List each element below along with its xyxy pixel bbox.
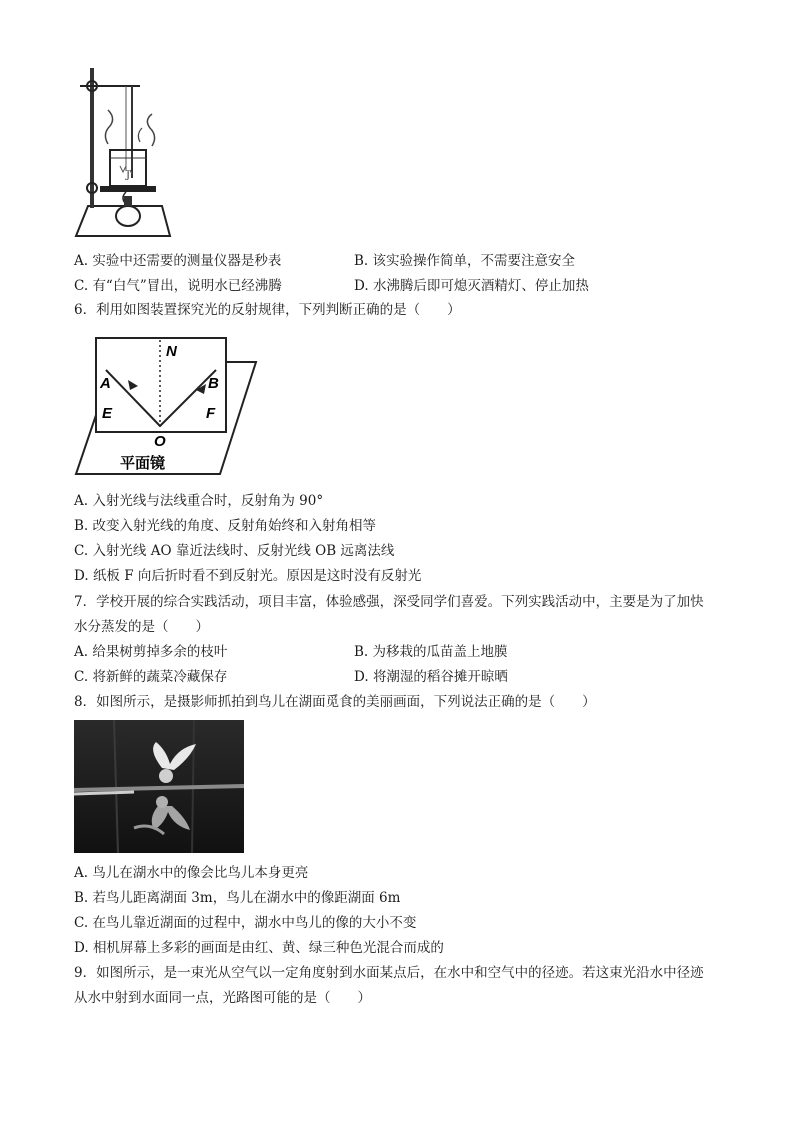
q8-option-a: A. 鸟儿在湖水中的像会比鸟儿本身更亮	[74, 865, 309, 881]
q7-stem-line-2: 水分蒸发的是（ ）	[74, 619, 209, 635]
q7-option-d: D. 将潮湿的稻谷摊开晾晒	[354, 669, 508, 685]
q5-option-d: D. 水沸腾后即可熄灭酒精灯、停止加热	[354, 278, 589, 294]
apparatus-label: J	[126, 170, 131, 181]
ray-label-a: A	[100, 375, 111, 392]
q9-stem-line-1: 9．如图所示，是一束光从空气以一定角度射到水面某点后，在水中和空气中的径迹。若这束光沿水中径迹	[74, 965, 704, 981]
q6-option-a: A. 入射光线与法线重合时，反射角为 90°	[74, 493, 324, 509]
q8-option-b: B. 若鸟儿距离湖面 3m，鸟儿在湖水中的像距湖面 6m	[74, 890, 401, 906]
q8-option-d: D. 相机屏幕上多彩的画面是由红、黄、绿三种色光混合而成的	[74, 940, 444, 956]
ray-label-b: B	[208, 375, 219, 392]
board-label-e: E	[102, 405, 113, 422]
q7-option-a: A. 给果树剪掉多余的枝叶	[74, 644, 228, 660]
bird-lake-photo	[74, 720, 244, 853]
q7-option-c: C. 将新鲜的蔬菜冷藏保存	[74, 669, 228, 685]
mirror-label: 平面镜	[120, 454, 166, 472]
q7-stem-line-1: 7．学校开展的综合实践活动，项目丰富，体验感强，深受同学们喜爱。下列实践活动中，主要是为了加快	[74, 594, 704, 610]
board-label-f: F	[206, 405, 216, 422]
q7-option-b: B. 为移栽的瓜苗盖上地膜	[354, 644, 508, 660]
q9-stem-line-2: 从水中射到水面同一点，光路图可能的是（ ）	[74, 990, 371, 1006]
q6-option-c: C. 入射光线 AO 靠近法线时、反射光线 OB 远离法线	[74, 543, 395, 559]
q8-option-c: C. 在鸟儿靠近湖面的过程中，湖水中鸟儿的像的大小不变	[74, 915, 417, 931]
q8-stem: 8．如图所示，是摄影师抓拍到鸟儿在湖面觅食的美丽画面，下列说法正确的是（ ）	[74, 694, 596, 710]
boiling-apparatus-figure	[70, 66, 180, 244]
point-label-o: O	[154, 433, 166, 450]
q5-option-c: C. 有“白气”冒出，说明水已经沸腾	[74, 278, 282, 294]
q6-option-d: D. 纸板 F 向后折时看不到反射光。原因是这时没有反射光	[74, 568, 422, 584]
q6-stem: 6．利用如图装置探究光的反射规律，下列判断正确的是（ ）	[74, 302, 461, 318]
q5-option-b: B. 该实验操作简单，不需要注意安全	[354, 253, 576, 269]
normal-label-n: N	[166, 343, 177, 360]
q5-option-a: A. 实验中还需要的测量仪器是秒表	[74, 253, 282, 269]
light-reflection-figure	[70, 334, 260, 478]
q6-option-b: B. 改变入射光线的角度、反射角始终和入射角相等	[74, 518, 377, 534]
